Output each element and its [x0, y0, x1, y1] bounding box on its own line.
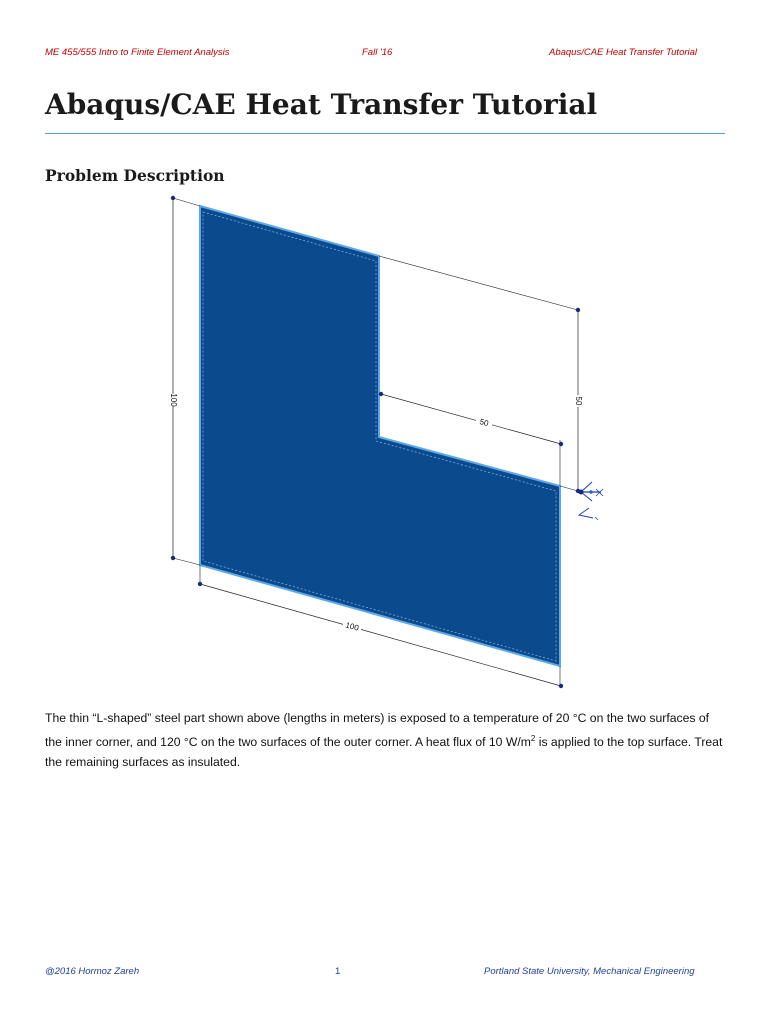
header-term: Fall '16 — [362, 47, 393, 58]
footer-copyright: @2016 Hormoz Zareh — [45, 966, 140, 977]
dim-marker — [171, 556, 175, 560]
dim-label-left: 100 — [168, 393, 178, 407]
footer-page-number: 1 — [335, 966, 341, 977]
dim-marker — [379, 392, 383, 396]
dim-marker — [171, 196, 175, 200]
header-course: ME 455/555 Intro to Finite Element Analysis — [45, 47, 230, 58]
dim-label-bottom: 100 — [344, 620, 360, 633]
paragraph-part2: is applied to the top surface. Treat the remaining surfaces as insulated. — [45, 734, 723, 770]
paragraph-superscript: 2 — [530, 733, 536, 743]
coordinate-triad-icon — [579, 482, 604, 520]
footer-institution: Portland State University, Mechanical Engineering — [484, 966, 695, 977]
header-doc-title: Abaqus/CAE Heat Transfer Tutorial — [549, 47, 698, 58]
dim-marker — [559, 442, 563, 446]
dim-label-right: 50 — [573, 396, 583, 406]
paragraph-part1: The thin “L-shaped” steel part shown above (lengths in meters) is exposed to a temperature of 20 °C on the two surfaces of the inner corner, and 120 °C on the two surfaces of the outer corner. A heat flux of 10 W/m — [45, 711, 710, 749]
dim-marker — [198, 582, 202, 586]
section-heading: Problem Description — [45, 166, 225, 185]
problem-description-text — [45, 708, 727, 773]
l-shaped-part — [200, 206, 560, 666]
dim-marker — [576, 308, 580, 312]
dim-line-inner — [381, 394, 561, 444]
dim-marker — [559, 684, 563, 688]
dim-label-inner: 50 — [478, 417, 490, 429]
page-title: Abaqus/CAE Heat Transfer Tutorial — [45, 88, 598, 121]
